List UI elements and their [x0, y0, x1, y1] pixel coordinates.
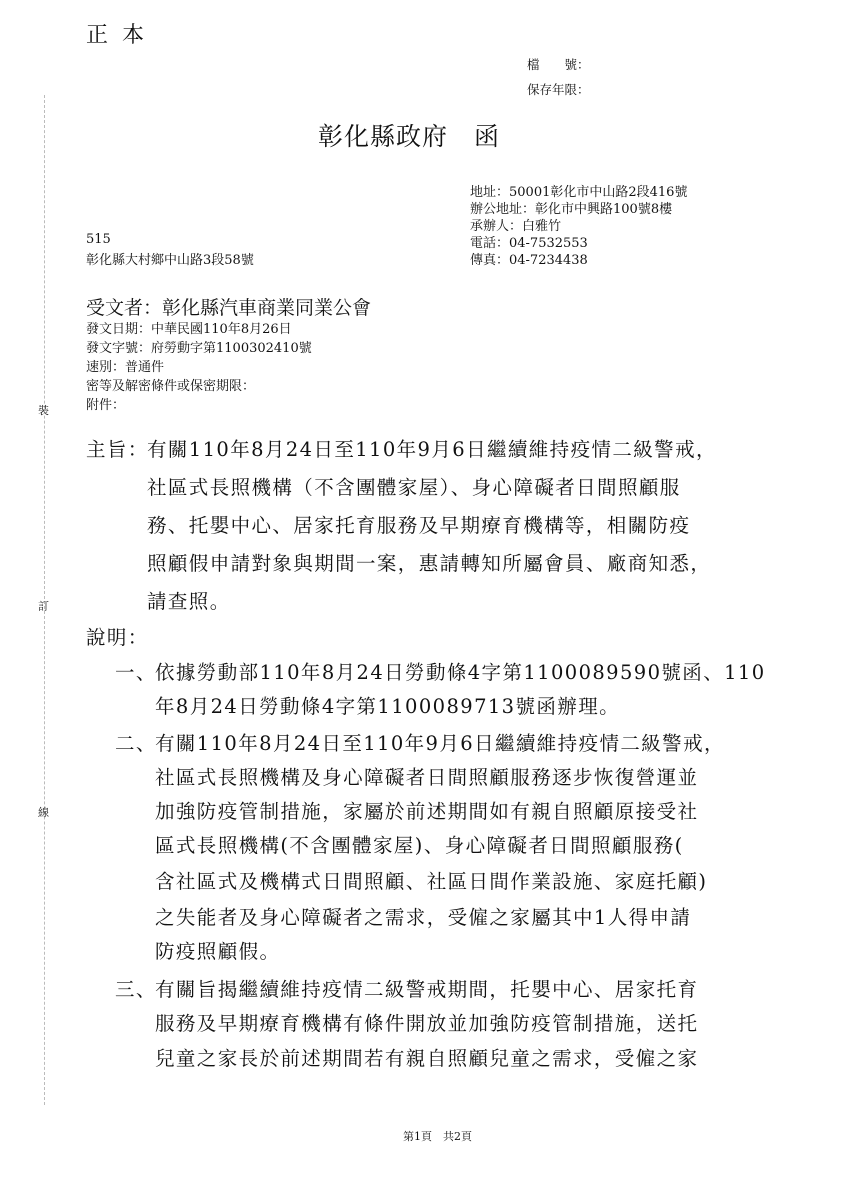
copy-type-label: 正本 [86, 23, 159, 48]
sender-office: 辦公地址：彰化市中興路100號8樓 [470, 202, 673, 217]
explanation-item-line: 之失能者及身心障礙者之需求，受僱之家屬其中1人得申請 [155, 906, 692, 929]
explanation-item-line: 社區式長照機構及身心障礙者日間照顧服務逐步恢復營運並 [155, 766, 699, 789]
explanation-item-line: 區式長照機構(不含團體家屋)、身心障礙者日間照顧服務( [155, 834, 684, 857]
subject-line: 有關110年8月24日至110年9月6日繼續維持疫情二級警戒， [147, 438, 717, 461]
subject-label: 主旨： [86, 438, 149, 461]
binding-mark-zhuang: 裝 [38, 404, 49, 417]
explanation-item-line: 年8月24日勞動條4字第1100089713號函辦理。 [155, 695, 620, 718]
explanation-item-line: 服務及早期療育機構有條件開放並加強防疫管制措施，送托 [155, 1012, 699, 1035]
binding-mark-ding: 訂 [38, 600, 49, 613]
recipient-street: 彰化縣大村鄉中山路3段58號 [86, 253, 254, 268]
recipient-zip: 515 [86, 232, 111, 247]
explanation-item-line: 有關旨揭繼續維持疫情二級警戒期間，托嬰中心、居家托育 [155, 978, 699, 1001]
binding-mark-xian: 線 [38, 806, 49, 819]
sender-handler: 承辦人：白雅竹 [470, 219, 562, 234]
page-footer: 第1頁 共2頁 [403, 1130, 472, 1143]
issue-number: 發文字號：府勞動字第1100302410號 [86, 341, 312, 356]
speed-class: 速別：普通件 [86, 360, 165, 375]
subject-line: 照顧假申請對象與期間一案，惠請轉知所屬會員、廠商知悉， [147, 552, 712, 575]
explanation-item-number: 三、 [115, 978, 157, 1001]
explanation-item-line: 加強防疫管制措施，家屬於前述期間如有親自照顧原接受社 [155, 800, 699, 823]
archive-number-label: 檔 號： [527, 57, 590, 72]
explanation-item-number: 一、 [115, 661, 157, 684]
sender-phone: 電話：04-7532553 [470, 236, 588, 251]
sender-fax: 傳真：04-7234438 [470, 253, 588, 268]
retention-period-label: 保存年限： [527, 82, 590, 97]
addressee: 受文者：彰化縣汽車商業同業公會 [86, 297, 372, 319]
explanation-item-line: 依據勞動部110年8月24日勞動條4字第1100089590號函、110 [155, 661, 766, 684]
subject-line: 社區式長照機構（不含團體家屋）、身心障礙者日間照顧服 [147, 476, 681, 499]
explanation-item-number: 二、 [115, 732, 157, 755]
explanation-item-line: 兒童之家長於前述期間若有親自照顧兒童之需求，受僱之家 [155, 1047, 699, 1070]
explanation-item-line: 防疫照顧假。 [155, 940, 281, 963]
explanation-label: 說明： [86, 626, 149, 649]
attachment-label: 附件： [86, 398, 126, 413]
explanation-item-line: 含社區式及機構式日間照顧、社區日間作業設施、家庭托顧) [155, 870, 708, 893]
sender-address: 地址：50001彰化市中山路2段416號 [470, 185, 688, 200]
subject-line: 請查照。 [147, 590, 231, 613]
explanation-item-line: 有關110年8月24日至110年9月6日繼續維持疫情二級警戒， [155, 732, 725, 755]
subject-line: 務、托嬰中心、居家托育服務及早期療育機構等，相關防疫 [147, 514, 691, 537]
document-title: 彰化縣政府 函 [318, 122, 501, 151]
issue-date: 發文日期：中華民國110年8月26日 [86, 322, 292, 337]
secrecy-level: 密等及解密條件或保密期限： [86, 379, 256, 394]
